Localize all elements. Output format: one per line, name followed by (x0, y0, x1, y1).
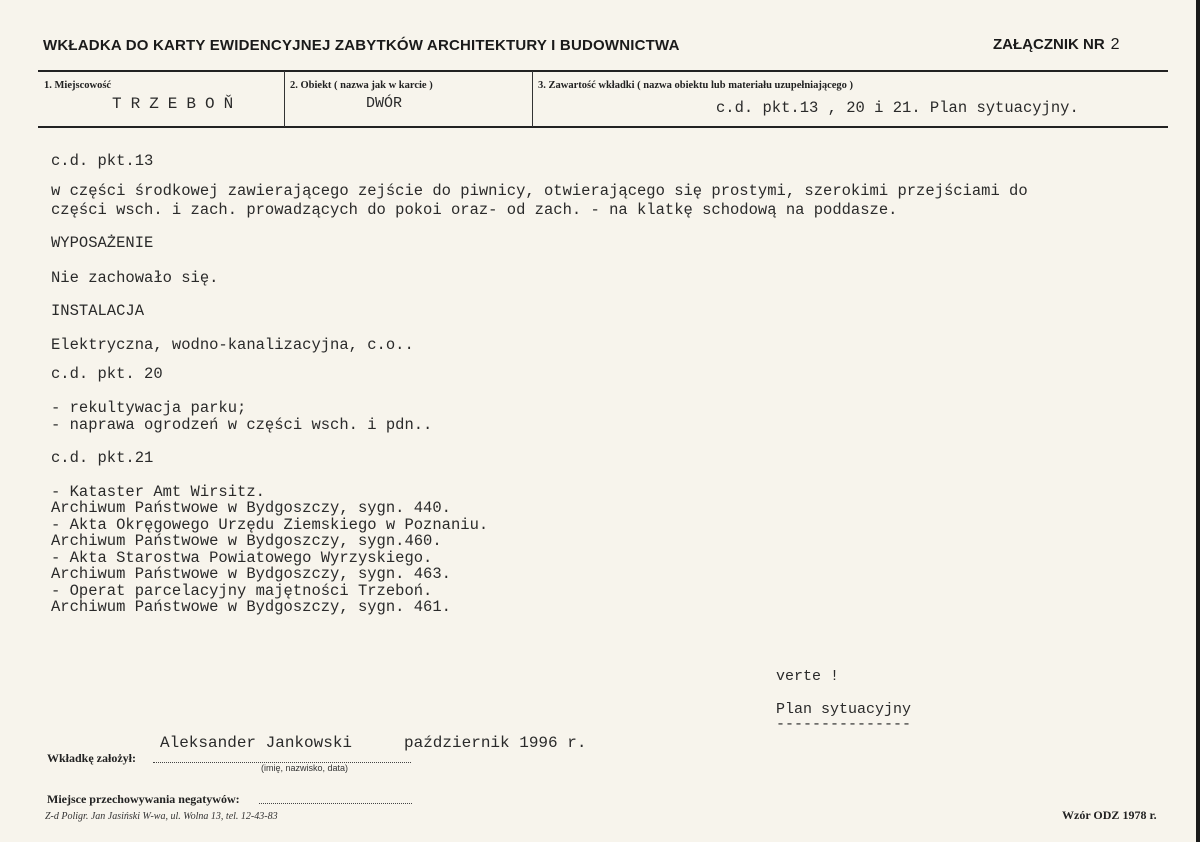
author-date: październik 1996 r. (404, 734, 587, 752)
negatives-label: Miejsce przechowywania negatywów: (47, 792, 240, 806)
attachment-number (993, 36, 1120, 54)
column-divider-2 (532, 71, 533, 127)
body-line: c.d. pkt.13 (51, 152, 154, 170)
body-line: - Operat parcelacyjny majętności Trzeboń. (51, 582, 433, 600)
body-line: c.d. pkt.21 (51, 449, 154, 467)
author-name: Aleksander Jankowski (160, 734, 353, 752)
body-line: Nie zachowało się. (51, 269, 219, 287)
body-line: - rekultywacja parku; (51, 399, 247, 417)
form-model: Wzór ODZ 1978 r. (1062, 808, 1157, 822)
top-rule (38, 70, 1168, 72)
section-heading: WYPOSAŻENIE (51, 234, 154, 252)
attachment-value: 2 (1110, 36, 1120, 53)
field-contents-label: 3. Zawartość wkładki ( nazwa obiektu lub materiału uzupełniającego ) (538, 80, 854, 91)
body-line: - naprawa ogrodzeń w części wsch. i pdn.. (51, 416, 433, 434)
negatives-dotted-line (259, 803, 412, 804)
body-line: - Kataster Amt Wirsitz. (51, 483, 265, 501)
plan-underline: --------------- (776, 716, 912, 733)
field-location-label: 1. Miejscowość (44, 80, 112, 91)
body-line: - Akta Okręgowego Urzędu Ziemskiego w Poznaniu. (51, 516, 489, 534)
column-divider-1 (284, 71, 285, 127)
field-object-value: DWÓR (366, 95, 403, 112)
bottom-rule (38, 126, 1168, 128)
body-line: Archiwum Państwowe w Bydgoszczy, sygn. 461. (51, 598, 451, 616)
body-line: Archiwum Państwowe w Bydgoszczy, sygn.460. (51, 532, 442, 550)
attachment-label: ZAŁĄCZNIK NR (993, 36, 1105, 53)
body-line: Archiwum Państwowe w Bydgoszczy, sygn. 440. (51, 499, 451, 517)
author-caption: (imię, nazwisko, data) (261, 763, 349, 773)
section-heading: INSTALACJA (51, 302, 145, 320)
printer-imprint: Z-d Poligr. Jan Jasiński W-wa, ul. Wolna 13, tel. 12-43-83 (45, 811, 278, 822)
form-title: WKŁADKA DO KARTY EWIDENCYJNEJ ZABYTKÓW ARCHITEKTURY I BUDOWNICTWA (43, 37, 680, 54)
field-location-value: TRZEBOŇ (112, 95, 243, 113)
body-line: Elektryczna, wodno-kanalizacyjna, c.o.. (51, 336, 414, 354)
body-line: części wsch. i zach. prowadzących do pokoi oraz- od zach. - na klatkę schodową na poddasze. (51, 201, 898, 219)
verte-note: verte ! (776, 668, 840, 685)
field-object-label: 2. Obiekt ( nazwa jak w karcie ) (290, 80, 433, 91)
author-label: Wkładkę założył: (47, 751, 136, 765)
body-line: Archiwum Państwowe w Bydgoszczy, sygn. 463. (51, 565, 451, 583)
body-line: - Akta Starostwa Powiatowego Wyrzyskiego. (51, 549, 433, 567)
body-line: c.d. pkt. 20 (51, 365, 163, 383)
plan-note: Plan sytuacyjny (776, 701, 912, 718)
typed-body (51, 152, 1151, 616)
body-line: w części środkowej zawierającego zejście do piwnicy, otwierającego się prostymi, szerokimi przejściami do (51, 182, 1028, 200)
field-contents-value: c.d. pkt.13 , 20 i 21. Plan sytuacyjny. (716, 99, 1079, 117)
